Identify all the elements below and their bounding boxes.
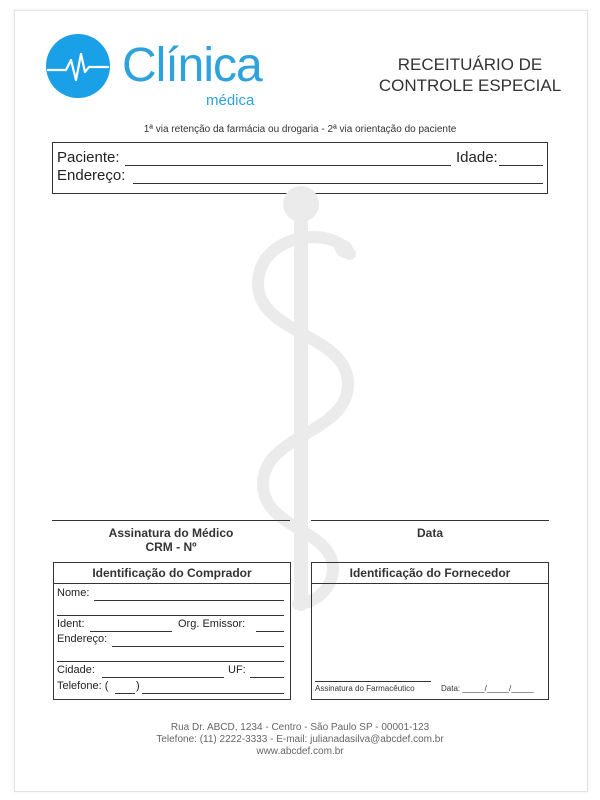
date-line[interactable] — [311, 520, 549, 521]
buyer-phone-area-line[interactable] — [115, 693, 135, 694]
buyer-name-line[interactable] — [94, 600, 284, 601]
buyer-address-line-2[interactable] — [57, 661, 284, 662]
pharmacist-signature-label: Assinatura do Farmacêutico — [315, 684, 415, 693]
logo-subtitle: médica — [206, 92, 255, 109]
buyer-uf-label: UF: — [228, 664, 246, 676]
document-title-line1: RECEITUÁRIO DE — [397, 55, 543, 74]
buyer-phone-line[interactable] — [142, 693, 284, 694]
date-label: Data — [416, 526, 443, 540]
logo-brand: Clínica — [122, 39, 262, 92]
buyer-address-label: Endereço: — [57, 633, 108, 645]
patient-name-line[interactable] — [125, 165, 451, 166]
copy-instruction: 1ª via retenção da farmácia ou drogaria - 2ª via orientação do paciente — [143, 124, 457, 135]
buyer-address-line[interactable] — [112, 646, 284, 647]
footer-address: Rua Dr. ABCD, 1234 - Centro - São Paulo SP - 00001-123 — [170, 722, 430, 733]
buyer-org-label: Org. Emissor: — [178, 618, 246, 630]
buyer-box — [53, 562, 291, 700]
buyer-phone-close: ) — [136, 680, 140, 692]
heartbeat-icon — [46, 34, 110, 98]
supplier-date-label: Data: _____/_____/_____ — [441, 684, 534, 693]
buyer-name-line-2[interactable] — [57, 615, 284, 616]
footer-website[interactable]: www.abcdef.com.br — [256, 746, 344, 757]
buyer-ident-label: Ident: — [57, 618, 85, 630]
buyer-uf-line[interactable] — [250, 677, 284, 678]
age-label: Idade: — [456, 149, 498, 166]
pharmacist-signature-line[interactable] — [315, 681, 431, 682]
buyer-org-line[interactable] — [256, 631, 284, 632]
buyer-name-label: Nome: — [57, 587, 90, 599]
doctor-signature-line[interactable] — [52, 520, 290, 521]
address-label: Endereço: — [57, 167, 126, 184]
doctor-signature-text: Assinatura do Médico — [108, 526, 234, 540]
supplier-box — [311, 562, 549, 700]
buyer-phone-label: Telefone: ( — [57, 680, 109, 692]
document-title — [370, 54, 570, 96]
doctor-signature-label — [52, 526, 290, 554]
buyer-city-line[interactable] — [102, 677, 224, 678]
buyer-title: Identificação do Comprador — [54, 563, 290, 584]
buyer-city-label: Cidade: — [57, 664, 95, 676]
footer-contact: Telefone: (11) 2222-3333 - E-mail: julianadasilva@abcdef.com.br — [156, 734, 444, 745]
crm-label: CRM - Nº — [145, 540, 197, 554]
buyer-ident-line[interactable] — [90, 631, 172, 632]
supplier-title: Identificação do Fornecedor — [312, 563, 548, 584]
age-line[interactable] — [499, 165, 543, 166]
document-title-line2: CONTROLE ESPECIAL — [378, 76, 562, 95]
patient-label: Paciente: — [57, 149, 120, 166]
